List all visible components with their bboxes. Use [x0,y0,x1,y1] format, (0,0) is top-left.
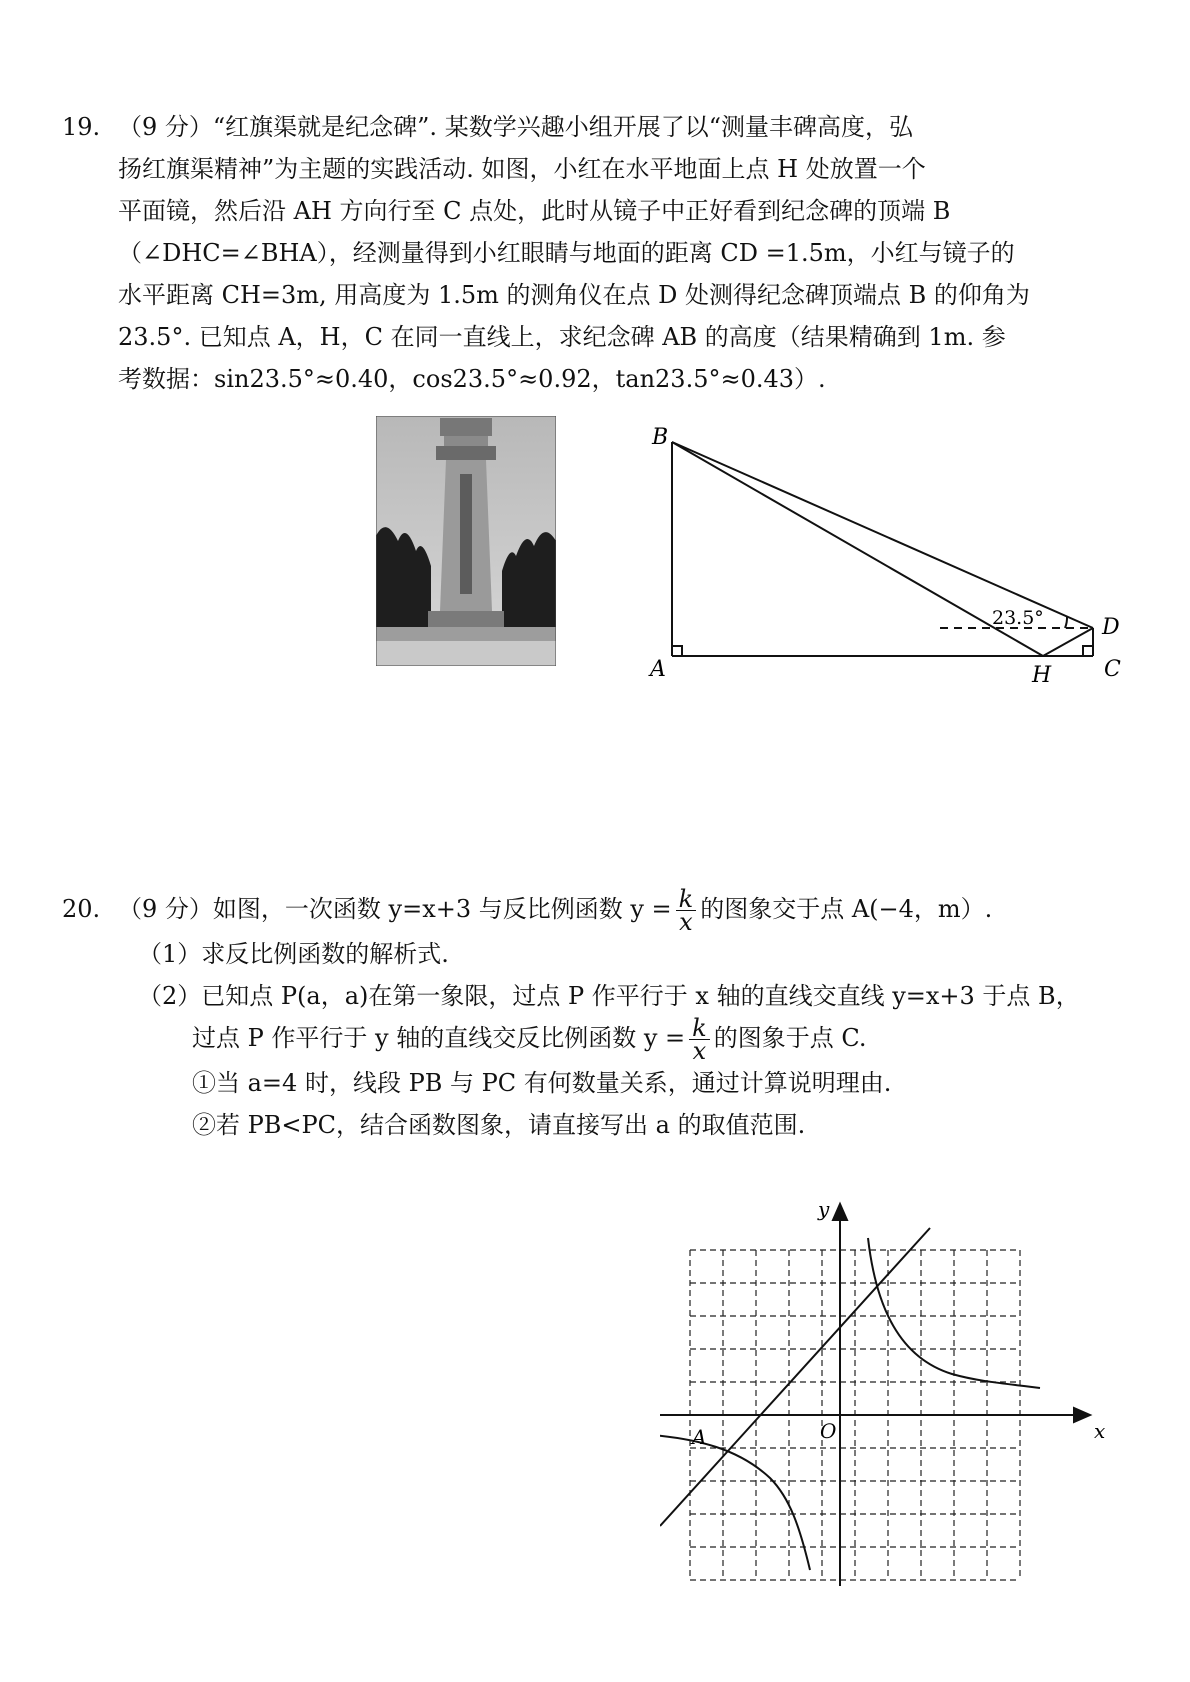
sub-question-2: ②若 PB<PC，结合函数图象，请直接写出 a 的取值范围. [192,1111,806,1139]
angle-label: 23.5° [992,607,1044,629]
question-19 [62,106,1132,400]
label-B: B [652,425,669,450]
q20-graph [660,1198,1130,1608]
right-angle-C [1083,646,1093,656]
label-x: x [1094,1419,1106,1443]
monument-photo [376,416,556,666]
x-axis-arrow [1074,1408,1090,1422]
question-text-line: 考数据：sin23.5°≈0.40，cos23.5°≈0.92，tan23.5°≈0.43）. [118,365,826,393]
fraction-k-over-x: $\frac{k}{x}$ [676,888,697,933]
part-1: （1）求反比例函数的解析式. [138,940,449,968]
question-number: 20. [62,895,101,923]
label-H: H [1032,663,1052,688]
question-text-line: （9 分）“红旗渠就是纪念碑”. 某数学兴趣小组开展了以“测量丰碑高度，弘 [118,113,913,141]
label-y: y [818,1198,830,1221]
y-axis-arrow [833,1204,847,1220]
question-text-line: 水平距离 CH=3m, 用高度为 1.5m 的测角仪在点 D 处测得纪念碑顶端点 B 的仰角为 [118,281,1030,309]
question-20 [62,885,1132,1146]
question-text: 的图象交于点 A(−4，m）. [700,895,993,923]
part-2-line-2: 过点 P 作平行于 y 轴的直线交反比例函数 y = $\frac{k}{x}$ 的图象于点 C. [192,1014,867,1065]
segment-HD [1043,628,1093,656]
question-text-line: 扬红旗渠精神”为主题的实践活动. 如图，小红在水平地面上点 H 处放置一个 [118,155,926,183]
q19-diagram [630,420,1130,690]
angle-arc [1065,616,1067,628]
segment-BH [672,442,1043,656]
part-2-line-1: （2）已知点 P(a，a)在第一象限，过点 P 作平行于 x 轴的直线交直线 y=x+3 于点 B， [138,982,1080,1010]
label-A: A [692,1425,707,1449]
sub-question-1: ①当 a=4 时，线段 PB 与 PC 有何数量关系，通过计算说明理由. [192,1069,892,1097]
right-angle-A [672,646,682,656]
question-text: （9 分）如图，一次函数 y=x+3 与反比例函数 y = [118,895,672,923]
label-O: O [820,1419,837,1443]
question-text-line: 23.5°. 已知点 A，H，C 在同一直线上，求纪念碑 AB 的高度（结果精确到 1m. 参 [118,323,1006,351]
label-A: A [650,657,666,682]
question-number: 19. [62,113,101,141]
fraction-k-over-x: $\frac{k}{x}$ [689,1017,710,1062]
question-text-line: 平面镜，然后沿 AH 方向行至 C 点处，此时从镜子中正好看到纪念碑的顶端 B [118,197,951,225]
label-D: D [1102,615,1120,640]
segment-BD [672,442,1093,628]
label-C: C [1104,657,1121,682]
question-text-line: （∠DHC=∠BHA），经测量得到小红眼睛与地面的距离 CD =1.5m，小红与镜子的 [118,239,1015,267]
